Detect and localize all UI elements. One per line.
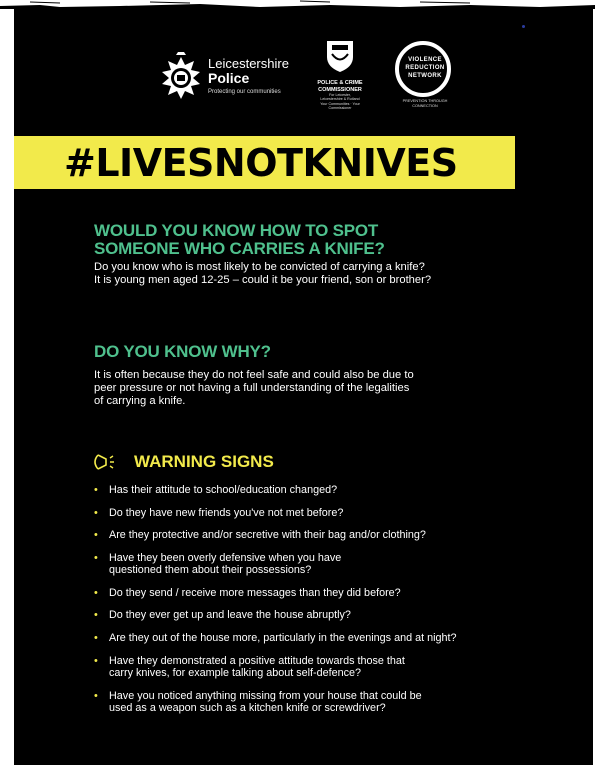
warning-sign-text: carry knives, for example talking about self-defence? <box>109 666 362 679</box>
pcc-title-line1: POLICE & CRIME <box>317 80 363 86</box>
blue-dot <box>522 25 525 28</box>
warning-sign-item <box>94 484 574 496</box>
vrn-word-1: VIOLENCE <box>408 57 442 63</box>
bullet-icon: • <box>94 654 98 667</box>
warning-sign-text: used as a weapon such as a kitchen knife or screwdriver? <box>109 701 386 714</box>
vrn-word-3: NETWORK <box>408 73 442 79</box>
warning-sign-item <box>94 552 574 577</box>
section1-heading-line2: SOMEONE WHO CARRIES A KNIFE? <box>94 239 385 258</box>
police-name-line1: Leicestershire <box>208 56 289 71</box>
warning-sign-item <box>94 690 574 715</box>
bullet-icon: • <box>94 689 98 702</box>
hashtag-text: #LIVESNOTKNIVES <box>64 141 458 185</box>
bullet-icon: • <box>94 484 98 496</box>
section1-text <box>94 261 431 287</box>
warning-sign-item <box>94 655 574 680</box>
poster <box>14 9 593 765</box>
warning-sign-text: questioned them about their possessions? <box>109 564 312 577</box>
bullet-icon: • <box>94 609 98 622</box>
section1-text-line2: It is young men aged 12-25 – could it be your friend, son or brother? <box>94 274 432 286</box>
warning-sign-item <box>94 529 574 541</box>
section1-text-line1: Do you know who is most likely to be convicted of carrying a knife? <box>94 261 425 273</box>
section2-text-line3: of carrying a knife. <box>94 395 186 407</box>
vrn-tagline-1: PREVENTION THROUGH <box>402 99 448 103</box>
bullet-icon: • <box>94 529 98 542</box>
warning-sign-text: Have they demonstrated a positive attitude towards those that <box>109 654 405 667</box>
pcc-title-line2: COMMISSIONER <box>318 86 362 93</box>
warning-sign-text: Do they ever get up and leave the house abruptly? <box>109 609 351 622</box>
section2-text <box>94 369 414 408</box>
police-logo-text <box>208 57 289 95</box>
bullet-icon: • <box>94 551 98 564</box>
police-tagline: Protecting our communities <box>208 89 281 95</box>
warning-sign-item <box>94 587 574 599</box>
warning-sign-text: Are they protective and/or secretive with their bag and/or clothing? <box>109 529 426 542</box>
warning-sign-text: Has their attitude to school/education changed? <box>109 484 338 496</box>
bullet-icon: • <box>94 631 98 644</box>
warning-sign-text: Are they out of the house more, particularly in the evenings and at night? <box>109 631 457 644</box>
vrn-word-2: REDUCTION <box>405 65 445 71</box>
section2-text-line1: It is often because they do not feel safe and could also be due to <box>94 369 414 381</box>
pcc-logo <box>310 39 370 119</box>
logo-row <box>14 39 593 119</box>
warning-sign-item <box>94 507 574 519</box>
top-torn-strip <box>0 0 595 9</box>
pcc-shield-icon <box>325 39 355 73</box>
section2-text-line2: peer pressure or not having a full understanding of the legalities <box>94 382 410 394</box>
police-name-line2: Police <box>208 70 250 86</box>
section1-heading <box>94 222 385 258</box>
pcc-sub-line3: Your Communities · Your Commissioner <box>320 101 360 111</box>
vrn-logo <box>388 41 462 115</box>
pcc-sub-line2: Leicestershire & Rutland <box>320 97 360 102</box>
police-crest-icon <box>154 51 208 105</box>
warning-sign-item <box>94 609 574 621</box>
warning-sign-text: Do they have new friends you've not met before? <box>109 506 344 519</box>
warning-sign-item <box>94 632 574 644</box>
warning-title: WARNING SIGNS <box>134 452 274 471</box>
warning-signs-list <box>94 484 574 725</box>
warning-sign-text: Have you noticed anything missing from your house that could be <box>109 689 422 702</box>
hashtag-banner <box>14 136 515 189</box>
section1-heading-line1: WOULD YOU KNOW HOW TO SPOT <box>94 221 379 240</box>
bullet-icon: • <box>94 586 98 599</box>
bullet-icon: • <box>94 506 98 519</box>
section2-heading: DO YOU KNOW WHY? <box>94 342 271 361</box>
warning-sign-text: Do they send / receive more messages than they did before? <box>109 586 401 599</box>
megaphone-icon <box>92 451 120 473</box>
warning-sign-text: Have they been overly defensive when you have <box>109 551 342 564</box>
vrn-tagline-2: CONNECTION <box>412 103 438 108</box>
pcc-sub-line1: For Leicester, <box>329 93 351 97</box>
